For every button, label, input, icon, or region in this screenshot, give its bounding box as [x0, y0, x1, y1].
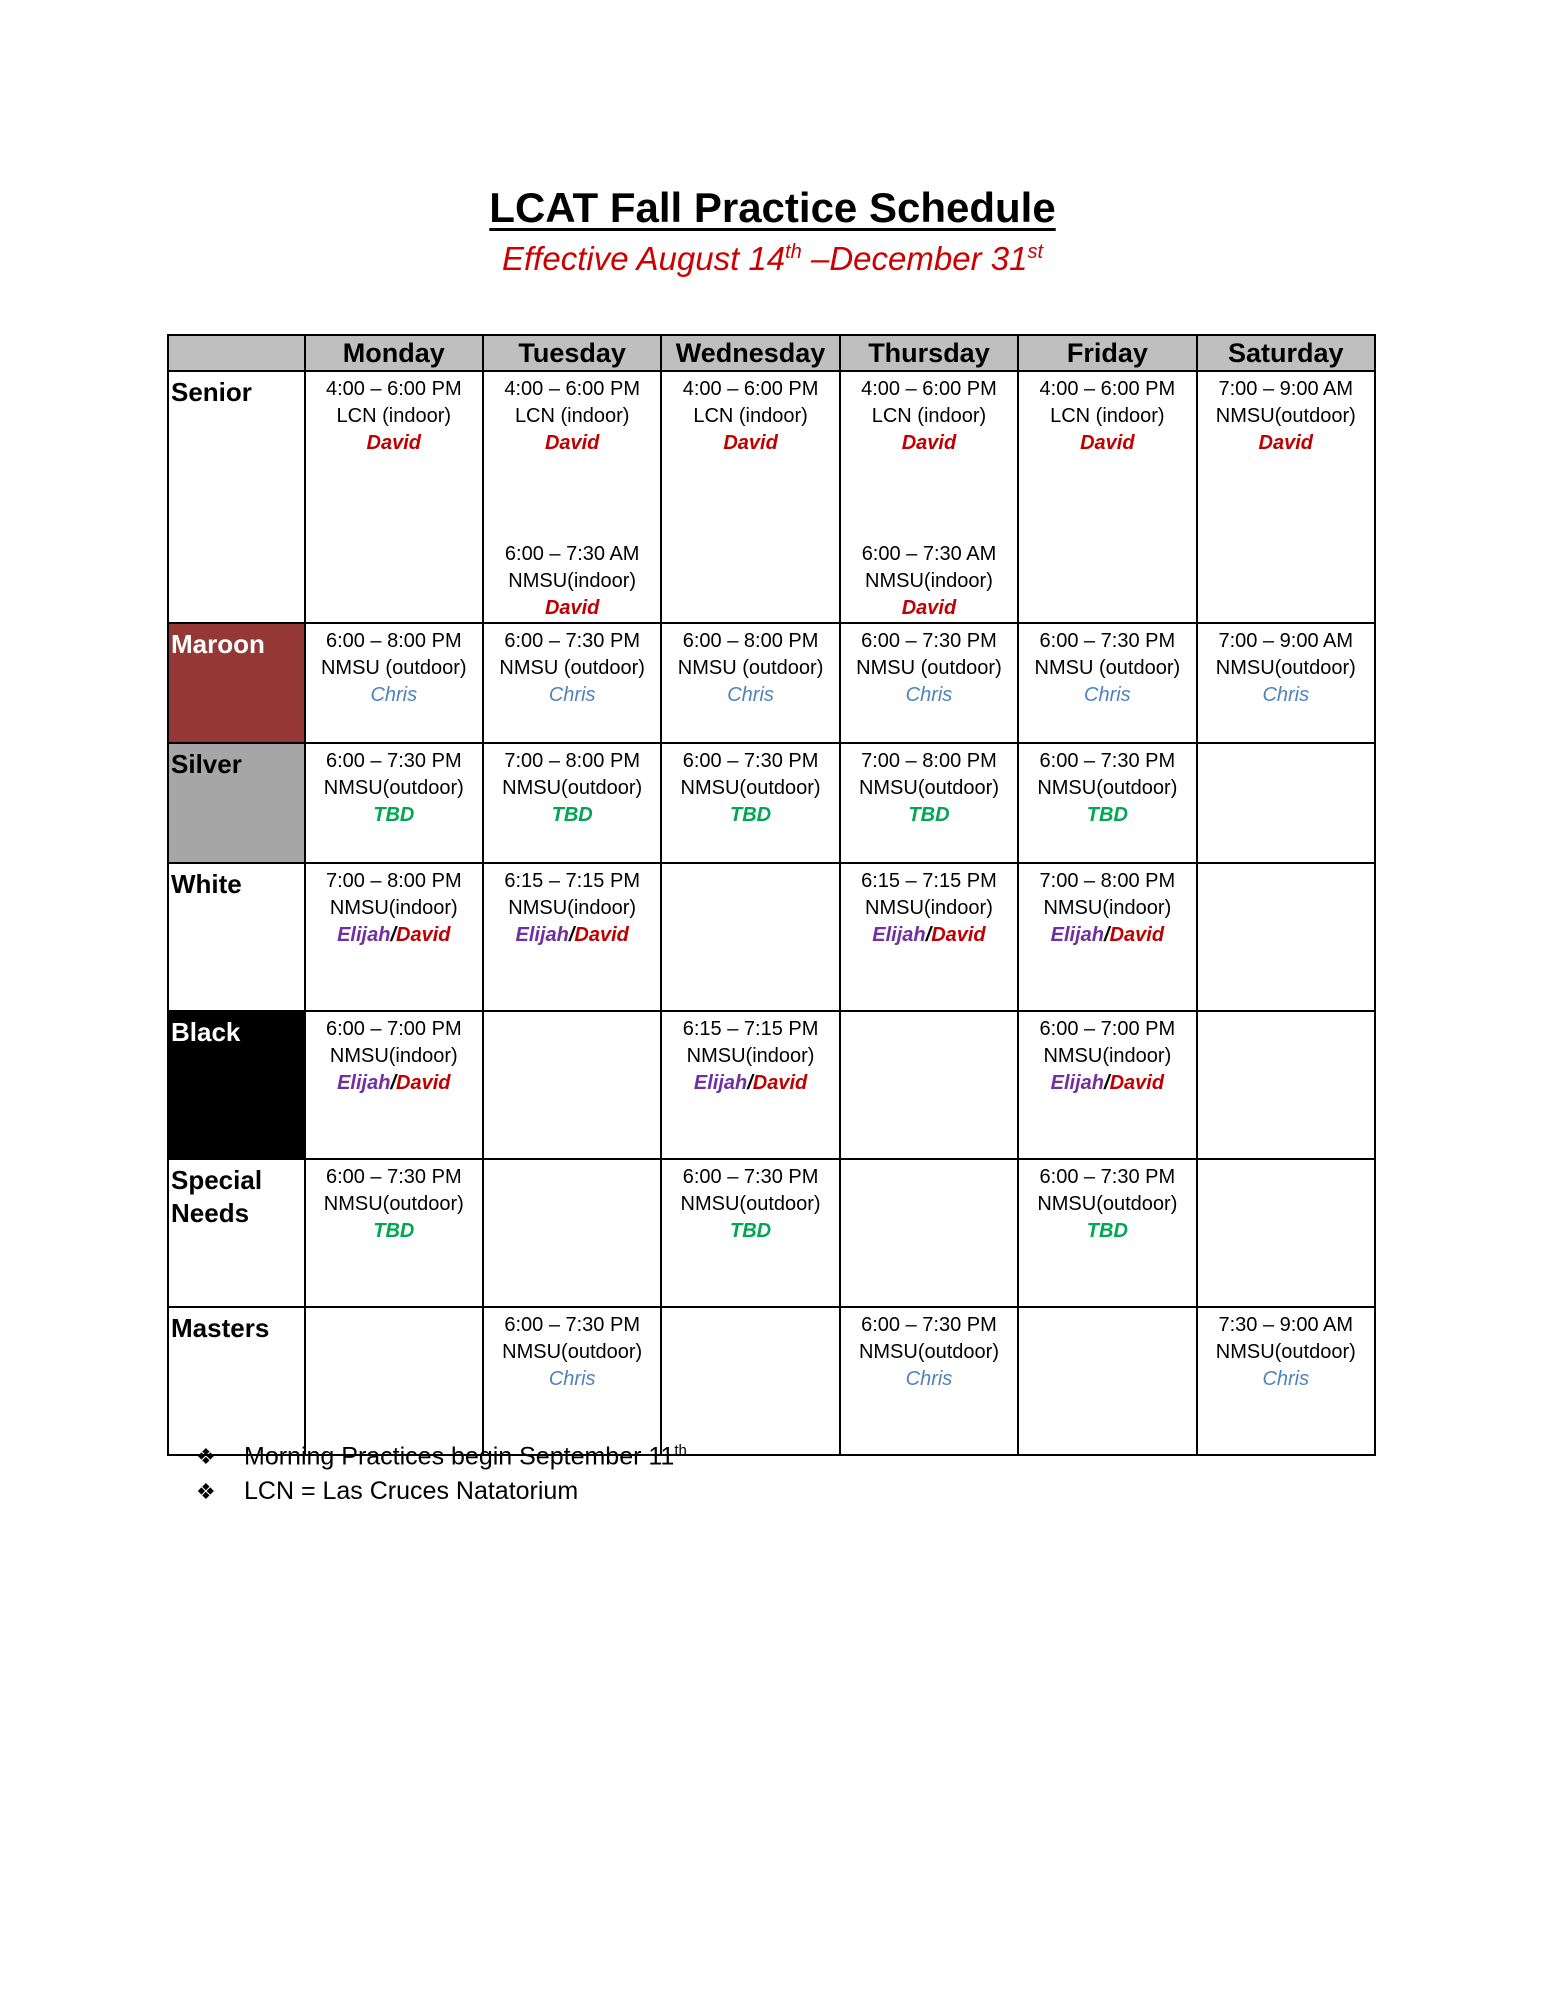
cell-silver-tuesday: 7:00 – 8:00 PM NMSU(outdoor) TBD — [483, 743, 661, 863]
header-corner — [168, 335, 305, 371]
cell-black-friday: 6:00 – 7:00 PM NMSU(indoor) Elijah/David — [1018, 1011, 1196, 1159]
cell-white-monday: 7:00 – 8:00 PM NMSU(indoor) Elijah/David — [305, 863, 483, 1011]
cell-black-wednesday: 6:15 – 7:15 PM NMSU(indoor) Elijah/David — [661, 1011, 839, 1159]
cell-masters-monday — [305, 1307, 483, 1455]
cell-maroon-wednesday: 6:00 – 8:00 PM NMSU (outdoor) Chris — [661, 623, 839, 743]
cell-senior-thursday: 4:00 – 6:00 PM LCN (indoor) David 6:00 – 7:30 AM NMSU(indoor) David — [840, 371, 1018, 623]
cell-senior-saturday: 7:00 – 9:00 AM NMSU(outdoor) David — [1197, 371, 1375, 623]
page-subtitle: Effective August 14th –December 31st — [502, 240, 1043, 277]
team-special-needs: Special Needs — [168, 1159, 305, 1307]
note-text: LCN = Las Cruces Natatorium — [244, 1477, 579, 1506]
row-masters — [168, 1307, 1375, 1455]
notes-list — [196, 1434, 687, 1509]
cell-maroon-tuesday: 6:00 – 7:30 PM NMSU (outdoor) Chris — [483, 623, 661, 743]
row-black — [168, 1011, 1375, 1159]
header-monday: Monday — [305, 335, 483, 371]
cell-senior-wednesday: 4:00 – 6:00 PM LCN (indoor) David — [661, 371, 839, 623]
cell-senior-friday: 4:00 – 6:00 PM LCN (indoor) David — [1018, 371, 1196, 623]
cell-special-saturday — [1197, 1159, 1375, 1307]
row-white — [168, 863, 1375, 1011]
header-friday: Friday — [1018, 335, 1196, 371]
cell-masters-wednesday — [661, 1307, 839, 1455]
cell-white-saturday — [1197, 863, 1375, 1011]
cell-maroon-monday: 6:00 – 8:00 PM NMSU (outdoor) Chris — [305, 623, 483, 743]
cell-maroon-thursday: 6:00 – 7:30 PM NMSU (outdoor) Chris — [840, 623, 1018, 743]
cell-silver-monday: 6:00 – 7:30 PM NMSU(outdoor) TBD — [305, 743, 483, 863]
cell-masters-thursday: 6:00 – 7:30 PM NMSU(outdoor) Chris — [840, 1307, 1018, 1455]
diamond-bullet-icon: ❖ — [196, 1479, 216, 1505]
diamond-bullet-icon: ❖ — [196, 1444, 216, 1470]
cell-special-monday: 6:00 – 7:30 PM NMSU(outdoor) TBD — [305, 1159, 483, 1307]
cell-black-monday: 6:00 – 7:00 PM NMSU(indoor) Elijah/David — [305, 1011, 483, 1159]
team-silver: Silver — [168, 743, 305, 863]
cell-white-wednesday — [661, 863, 839, 1011]
cell-maroon-saturday: 7:00 – 9:00 AM NMSU(outdoor) Chris — [1197, 623, 1375, 743]
cell-white-tuesday: 6:15 – 7:15 PM NMSU(indoor) Elijah/David — [483, 863, 661, 1011]
cell-senior-tuesday: 4:00 – 6:00 PM LCN (indoor) David 6:00 – 7:30 AM NMSU(indoor) David — [483, 371, 661, 623]
header-row — [168, 335, 1375, 371]
cell-masters-saturday: 7:30 – 9:00 AM NMSU(outdoor) Chris — [1197, 1307, 1375, 1455]
cell-masters-tuesday: 6:00 – 7:30 PM NMSU(outdoor) Chris — [483, 1307, 661, 1455]
team-black: Black — [168, 1011, 305, 1159]
team-masters: Masters — [168, 1307, 305, 1455]
cell-special-tuesday — [483, 1159, 661, 1307]
note-morning-practices — [196, 1434, 687, 1474]
page-title: LCAT Fall Practice Schedule — [489, 184, 1056, 231]
team-maroon: Maroon — [168, 623, 305, 743]
schedule-table — [167, 334, 1376, 1456]
cell-black-saturday — [1197, 1011, 1375, 1159]
cell-masters-friday — [1018, 1307, 1196, 1455]
header-thursday: Thursday — [840, 335, 1018, 371]
cell-white-thursday: 6:15 – 7:15 PM NMSU(indoor) Elijah/David — [840, 863, 1018, 1011]
cell-black-tuesday — [483, 1011, 661, 1159]
cell-white-friday: 7:00 – 8:00 PM NMSU(indoor) Elijah/David — [1018, 863, 1196, 1011]
cell-special-friday: 6:00 – 7:30 PM NMSU(outdoor) TBD — [1018, 1159, 1196, 1307]
header-tuesday: Tuesday — [483, 335, 661, 371]
cell-silver-saturday — [1197, 743, 1375, 863]
row-silver — [168, 743, 1375, 863]
row-maroon — [168, 623, 1375, 743]
note-lcn — [196, 1474, 687, 1509]
cell-maroon-friday: 6:00 – 7:30 PM NMSU (outdoor) Chris — [1018, 623, 1196, 743]
header-wednesday: Wednesday — [661, 335, 839, 371]
cell-special-wednesday: 6:00 – 7:30 PM NMSU(outdoor) TBD — [661, 1159, 839, 1307]
cell-black-thursday — [840, 1011, 1018, 1159]
cell-silver-wednesday: 6:00 – 7:30 PM NMSU(outdoor) TBD — [661, 743, 839, 863]
cell-senior-monday: 4:00 – 6:00 PM LCN (indoor) David — [305, 371, 483, 623]
cell-silver-friday: 6:00 – 7:30 PM NMSU(outdoor) TBD — [1018, 743, 1196, 863]
team-white: White — [168, 863, 305, 1011]
cell-special-thursday — [840, 1159, 1018, 1307]
cell-silver-thursday: 7:00 – 8:00 PM NMSU(outdoor) TBD — [840, 743, 1018, 863]
row-senior — [168, 371, 1375, 623]
note-text: Morning Practices begin September 11th — [244, 1442, 687, 1471]
row-special-needs — [168, 1159, 1375, 1307]
team-senior: Senior — [168, 371, 305, 623]
header-saturday: Saturday — [1197, 335, 1375, 371]
